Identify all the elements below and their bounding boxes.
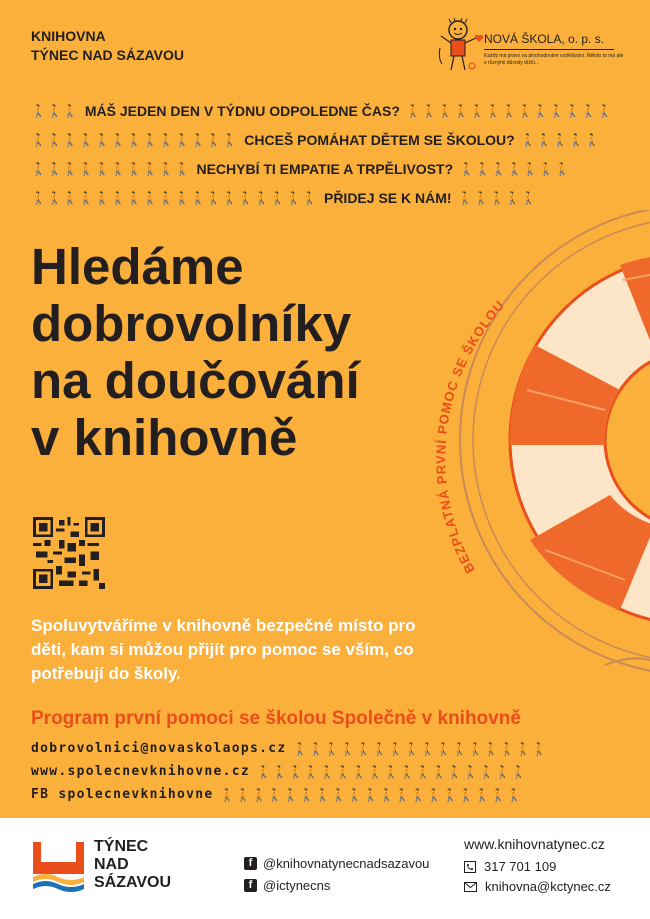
question-text: PŘIDEJ SE K NÁM! xyxy=(323,189,452,206)
footer-phone[interactable] xyxy=(464,859,556,874)
question-row xyxy=(31,183,621,212)
headline-line: Hledáme xyxy=(31,238,244,295)
heart-icon xyxy=(474,34,484,43)
question-rows xyxy=(31,96,621,212)
email-link[interactable]: dobrovolnici@novaskolaops.cz xyxy=(31,741,287,756)
headline-line: na doučování xyxy=(31,352,360,409)
people-icons: 🚶🚶🚶🚶🚶🚶🚶🚶🚶🚶🚶🚶🚶 xyxy=(405,103,614,118)
child-drawing-icon xyxy=(436,18,480,78)
people-icons: 🚶🚶🚶🚶🚶🚶🚶🚶🚶🚶🚶🚶🚶🚶🚶🚶🚶🚶🚶 xyxy=(219,787,523,802)
town-name-line: TÝNEC xyxy=(94,838,149,855)
people-icons: 🚶🚶🚶🚶🚶 xyxy=(457,190,538,205)
website-link[interactable]: www.spolecnevknihovne.cz xyxy=(31,764,251,779)
ring-text: BEZPLATNÁ PRVNÍ POMOC SE ŠKOLOU xyxy=(433,297,508,576)
email-address: knihovna@kctynec.cz xyxy=(485,879,611,894)
facebook-icon: f xyxy=(244,857,257,870)
facebook-ic[interactable] xyxy=(244,878,330,893)
footer-email[interactable] xyxy=(464,879,611,894)
org-underline xyxy=(484,49,614,50)
lead-text: Spoluvytváříme v knihovně bezpečné místo pro děti, kam si můžou přijít pro pomoc se vším, co potřebují do školy. xyxy=(31,616,416,683)
program-title: Program první pomoci se školou Společně v knihovně xyxy=(31,708,521,729)
question-row xyxy=(31,154,621,183)
facebook-handle: @ictynecns xyxy=(263,878,331,893)
question-text: MÁŠ JEDEN DEN V TÝDNU ODPOLEDNE ČAS? xyxy=(84,102,400,119)
town-name-line: SÁZAVOU xyxy=(94,874,172,891)
town-name xyxy=(94,838,171,892)
people-icons: 🚶🚶🚶 xyxy=(31,103,79,118)
town-name-line: NAD xyxy=(94,856,129,873)
org-name: NOVÁ ŠKOLA, o. p. s. xyxy=(484,32,605,46)
phone-number: 317 701 109 xyxy=(484,859,557,874)
people-icons: 🚶🚶🚶🚶🚶🚶🚶🚶🚶🚶 xyxy=(31,161,191,176)
qr-code-icon[interactable] xyxy=(33,517,105,589)
lifebuoy-icon xyxy=(395,210,650,680)
headline xyxy=(31,238,360,466)
question-row xyxy=(31,96,621,125)
envelope-icon xyxy=(464,882,477,892)
facebook-handle: @knihovnatynecnadsazavou xyxy=(263,856,430,871)
facebook-link[interactable]: FB spolecnevknihovne xyxy=(31,787,214,802)
people-icons: 🚶🚶🚶🚶🚶🚶🚶🚶🚶🚶🚶🚶🚶🚶🚶🚶🚶 xyxy=(256,764,528,779)
facebook-library[interactable] xyxy=(244,856,429,871)
question-row xyxy=(31,125,621,154)
facebook-icon: f xyxy=(244,879,257,892)
people-icons: 🚶🚶🚶🚶🚶🚶🚶🚶🚶🚶🚶🚶🚶🚶🚶🚶 xyxy=(292,741,548,756)
footer xyxy=(0,818,650,919)
town-coat-of-arms-icon xyxy=(31,840,86,892)
lifebuoy-illustration xyxy=(395,210,650,680)
phone-icon xyxy=(464,861,476,873)
library-name-line2: TÝNEC NAD SÁZAVOU xyxy=(31,47,184,63)
org-tagline: Každý má právo na plnohodnotné vzdělávání. Někdo to má ale s různými důvody těžší... xyxy=(484,53,624,66)
library-name xyxy=(31,27,184,65)
headline-line: v knihovně xyxy=(31,409,298,466)
question-text: CHCEŠ POMÁHAT DĚTEM SE ŠKOLOU? xyxy=(244,131,515,148)
nova-skola-logo xyxy=(436,18,626,82)
contact-row xyxy=(31,737,621,760)
people-icons: 🚶🚶🚶🚶🚶🚶🚶 xyxy=(459,161,571,176)
people-icons: 🚶🚶🚶🚶🚶🚶🚶🚶🚶🚶🚶🚶🚶🚶🚶🚶🚶🚶 xyxy=(31,190,318,205)
library-name-line1: KNIHOVNA xyxy=(31,28,106,44)
svg-text:BEZPLATNÁ PRVNÍ POMOC SE ŠKOLO xyxy=(433,297,507,576)
contact-row xyxy=(31,783,621,806)
footer-website[interactable]: www.knihovnatynec.cz xyxy=(464,836,605,852)
contact-row xyxy=(31,760,621,783)
people-icons: 🚶🚶🚶🚶🚶 xyxy=(520,132,601,147)
question-text: NECHYBÍ TI EMPATIE A TRPĚLIVOST? xyxy=(196,160,454,177)
people-icons: 🚶🚶🚶🚶🚶🚶🚶🚶🚶🚶🚶🚶🚶 xyxy=(31,132,239,147)
contact-rows xyxy=(31,737,621,806)
headline-line: dobrovolníky xyxy=(31,295,352,352)
